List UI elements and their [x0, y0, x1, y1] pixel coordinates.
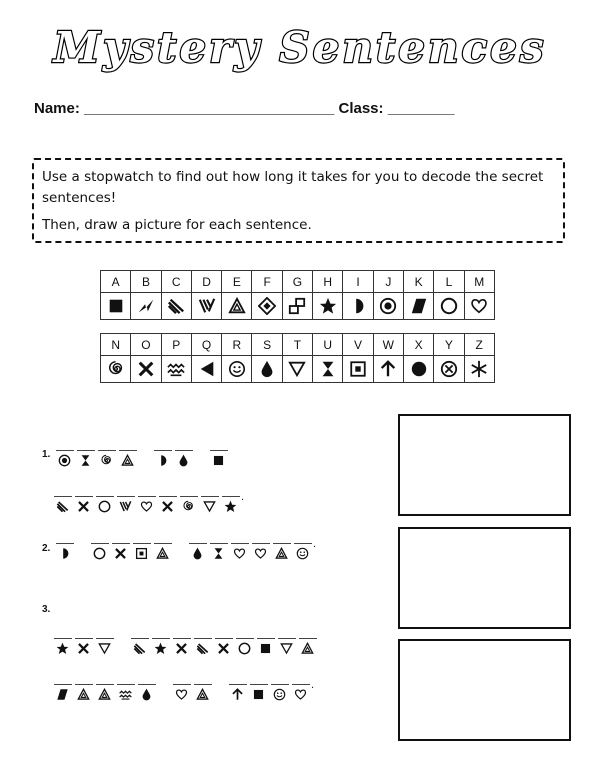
letter-blank[interactable] [215, 638, 233, 653]
cipher-key-row-2 [100, 333, 495, 383]
cipher-letter-b: B [131, 271, 161, 293]
up-arrow-icon [379, 360, 397, 378]
spiral-icon [107, 360, 125, 378]
filled-square-icon [212, 454, 225, 467]
cipher-letter-k: K [403, 271, 433, 293]
cipher-letter-y: Y [434, 334, 464, 356]
bold-x-icon [217, 642, 230, 655]
letter-blank[interactable] [112, 543, 130, 558]
cipher-symbol-z [464, 356, 494, 383]
half-moon-icon [58, 547, 71, 560]
filled-square-icon [252, 688, 265, 701]
name-label: Name: [34, 100, 80, 117]
bold-x-icon [114, 547, 127, 560]
smiley-icon [228, 360, 246, 378]
letter-blank[interactable] [56, 543, 74, 558]
triangle-in-triangle-icon [121, 454, 134, 467]
down-triangle-outline-icon [280, 642, 293, 655]
letter-blank[interactable] [133, 543, 151, 558]
cipher-letter-h: H [313, 271, 343, 293]
cipher-symbol-i [343, 293, 373, 320]
triangle-in-triangle-icon [275, 547, 288, 560]
bullseye-icon [379, 297, 397, 315]
class-label: Class: [338, 100, 384, 117]
spiral-icon [182, 500, 195, 513]
cipher-letter-g: G [282, 271, 312, 293]
square-in-square-icon [349, 360, 367, 378]
letter-blank[interactable] [250, 684, 268, 699]
circled-x-icon [440, 360, 458, 378]
name-class-row [34, 100, 574, 117]
letter-blank[interactable] [152, 638, 170, 653]
instruction-line-1: Use a stopwatch to find out how long it takes for you to decode the secret sentences! [42, 169, 544, 206]
triangle-in-triangle-icon [77, 688, 90, 701]
letter-blank[interactable] [231, 543, 249, 558]
cipher-symbol-h [313, 293, 343, 320]
cipher-symbol-y [434, 356, 464, 383]
triangle-in-triangle-icon [156, 547, 169, 560]
sentence-period: . [241, 492, 245, 503]
wave-lines-icon [167, 360, 185, 378]
circle-outline-icon [440, 297, 458, 315]
filled-star-icon [56, 642, 69, 655]
cipher-symbol-v [343, 356, 373, 383]
cipher-letter-v: V [343, 334, 373, 356]
heart-outline-icon [175, 688, 188, 701]
letter-blank[interactable] [138, 684, 156, 699]
down-triangle-outline-icon [98, 642, 111, 655]
check-stripes-icon [198, 297, 216, 315]
circle-outline-icon [98, 500, 111, 513]
cipher-letter-j: J [373, 271, 403, 293]
letter-blank[interactable] [173, 638, 191, 653]
drop-icon [258, 360, 276, 378]
cipher-symbol-f [252, 293, 282, 320]
cipher-symbol-t [282, 356, 312, 383]
cipher-symbol-n [101, 356, 131, 383]
letter-blank[interactable] [173, 684, 191, 699]
heart-outline-icon [470, 297, 488, 315]
cipher-letter-q: Q [191, 334, 221, 356]
filled-star-icon [154, 642, 167, 655]
diamond-in-diamond-icon [258, 297, 276, 315]
letter-blank[interactable] [236, 638, 254, 653]
smiley-icon [296, 547, 309, 560]
letter-blank[interactable] [229, 684, 247, 699]
circle-outline-icon [238, 642, 251, 655]
bold-x-icon [77, 642, 90, 655]
cipher-symbol-r [222, 356, 252, 383]
name-field[interactable]: ______________________________ [84, 100, 335, 117]
heart-outline-icon [233, 547, 246, 560]
letter-blank[interactable] [194, 638, 212, 653]
letter-blank[interactable] [210, 543, 228, 558]
cipher-symbol-k [403, 293, 433, 320]
cipher-symbol-d [191, 293, 221, 320]
drop-icon [177, 454, 190, 467]
letter-blank[interactable] [180, 496, 198, 511]
parallelogram-icon [56, 688, 69, 701]
instructions-box [32, 158, 565, 243]
cipher-letter-c: C [161, 271, 191, 293]
filled-square-icon [259, 642, 272, 655]
bold-x-icon [161, 500, 174, 513]
letter-blank[interactable] [96, 638, 114, 653]
triangle-in-triangle-icon [301, 642, 314, 655]
letter-blank[interactable] [292, 684, 310, 699]
letter-blank[interactable] [117, 684, 135, 699]
heart-outline-icon [140, 500, 153, 513]
cipher-symbol-c [161, 293, 191, 320]
letter-blank[interactable] [54, 684, 72, 699]
question-number: 1. [42, 449, 51, 460]
cipher-symbol-w [373, 356, 403, 383]
letter-blank[interactable] [257, 638, 275, 653]
letter-blank[interactable] [119, 450, 137, 465]
triangle-in-triangle-icon [228, 297, 246, 315]
left-triangle-icon [198, 360, 216, 378]
cipher-letter-l: L [434, 271, 464, 293]
cipher-letter-i: I [343, 271, 373, 293]
cipher-letter-p: P [161, 334, 191, 356]
letter-blank[interactable] [54, 496, 72, 511]
cipher-letter-r: R [222, 334, 252, 356]
letter-blank[interactable] [56, 450, 74, 465]
cipher-symbol-g [282, 293, 312, 320]
letter-blank[interactable] [294, 543, 312, 558]
cipher-symbol-j [373, 293, 403, 320]
spiral-icon [100, 454, 113, 467]
drop-icon [140, 688, 153, 701]
half-moon-icon [349, 297, 367, 315]
cipher-symbol-s [252, 356, 282, 383]
cipher-symbol-e [222, 293, 252, 320]
cipher-symbol-q [191, 356, 221, 383]
step-squares-icon [288, 297, 306, 315]
square-in-square-icon [135, 547, 148, 560]
down-triangle-outline-icon [288, 360, 306, 378]
page-title-text: Mystery Sentences [53, 23, 547, 72]
wave-lines-icon [119, 688, 132, 701]
cipher-symbol-x [403, 356, 433, 383]
cipher-letter-w: W [373, 334, 403, 356]
hourglass-icon [212, 547, 225, 560]
letter-blank[interactable] [75, 496, 93, 511]
bold-x-icon [175, 642, 188, 655]
letter-blank[interactable] [75, 638, 93, 653]
cipher-symbol-l [434, 293, 464, 320]
lightning-bolt-icon [137, 297, 155, 315]
letter-blank[interactable] [271, 684, 289, 699]
question-number: 3. [42, 604, 51, 615]
filled-star-icon [224, 500, 237, 513]
triple-slash-icon [56, 500, 69, 513]
heart-outline-icon [294, 688, 307, 701]
letter-blank[interactable] [175, 450, 193, 465]
smiley-icon [273, 688, 286, 701]
letter-blank[interactable] [96, 684, 114, 699]
letter-blank[interactable] [252, 543, 270, 558]
cipher-symbol-b [131, 293, 161, 320]
cipher-symbol-u [313, 356, 343, 383]
letter-blank[interactable] [189, 543, 207, 558]
instruction-line-2: Then, draw a picture for each sentence. [42, 217, 312, 233]
sentence-period: . [311, 680, 315, 691]
bullseye-icon [58, 454, 71, 467]
class-field[interactable]: ________ [387, 100, 455, 117]
page-title [0, 14, 600, 84]
letter-blank[interactable] [159, 496, 177, 511]
letter-blank[interactable] [131, 638, 149, 653]
letter-blank[interactable] [273, 543, 291, 558]
cipher-letter-z: Z [464, 334, 494, 356]
asterisk-icon [470, 360, 488, 378]
letter-blank[interactable] [154, 543, 172, 558]
letter-blank[interactable] [201, 496, 219, 511]
cipher-letter-u: U [313, 334, 343, 356]
cipher-letter-x: X [403, 334, 433, 356]
picture-box-2[interactable] [398, 527, 571, 629]
cipher-symbol-p [161, 356, 191, 383]
triple-slash-icon [196, 642, 209, 655]
check-stripes-icon [119, 500, 132, 513]
picture-box-1[interactable] [398, 414, 571, 516]
filled-star-icon [319, 297, 337, 315]
cipher-key-row-1 [100, 270, 495, 320]
letter-blank[interactable] [96, 496, 114, 511]
down-triangle-outline-icon [203, 500, 216, 513]
cipher-symbol-o [131, 356, 161, 383]
cipher-symbol-m [464, 293, 494, 320]
triple-slash-icon [133, 642, 146, 655]
cipher-letter-a: A [101, 271, 131, 293]
letter-blank[interactable] [138, 496, 156, 511]
sentence-period: . [313, 539, 317, 550]
letter-blank[interactable] [210, 450, 228, 465]
cipher-letter-f: F [252, 271, 282, 293]
letter-blank[interactable] [98, 450, 116, 465]
letter-blank[interactable] [91, 543, 109, 558]
triple-slash-icon [167, 297, 185, 315]
triangle-in-triangle-icon [98, 688, 111, 701]
cipher-letter-e: E [222, 271, 252, 293]
cipher-symbol-a [101, 293, 131, 320]
half-moon-icon [156, 454, 169, 467]
cipher-letter-n: N [101, 334, 131, 356]
up-arrow-icon [231, 688, 244, 701]
circle-outline-icon [93, 547, 106, 560]
cipher-letter-m: M [464, 271, 494, 293]
cipher-letter-d: D [191, 271, 221, 293]
letter-blank[interactable] [75, 684, 93, 699]
letter-blank[interactable] [194, 684, 212, 699]
cipher-letter-s: S [252, 334, 282, 356]
heart-outline-icon [254, 547, 267, 560]
letter-blank[interactable] [154, 450, 172, 465]
letter-blank[interactable] [299, 638, 317, 653]
hourglass-icon [319, 360, 337, 378]
bold-x-icon [77, 500, 90, 513]
letter-blank[interactable] [77, 450, 95, 465]
filled-square-icon [107, 297, 125, 315]
letter-blank[interactable] [222, 496, 240, 511]
question-number: 2. [42, 543, 51, 554]
filled-circle-icon [410, 360, 428, 378]
parallelogram-icon [410, 297, 428, 315]
letter-blank[interactable] [278, 638, 296, 653]
letter-blank[interactable] [54, 638, 72, 653]
triangle-in-triangle-icon [196, 688, 209, 701]
cipher-letter-o: O [131, 334, 161, 356]
picture-box-3[interactable] [398, 639, 571, 741]
cipher-letter-t: T [282, 334, 312, 356]
hourglass-icon [79, 454, 92, 467]
drop-icon [191, 547, 204, 560]
bold-x-icon [137, 360, 155, 378]
letter-blank[interactable] [117, 496, 135, 511]
